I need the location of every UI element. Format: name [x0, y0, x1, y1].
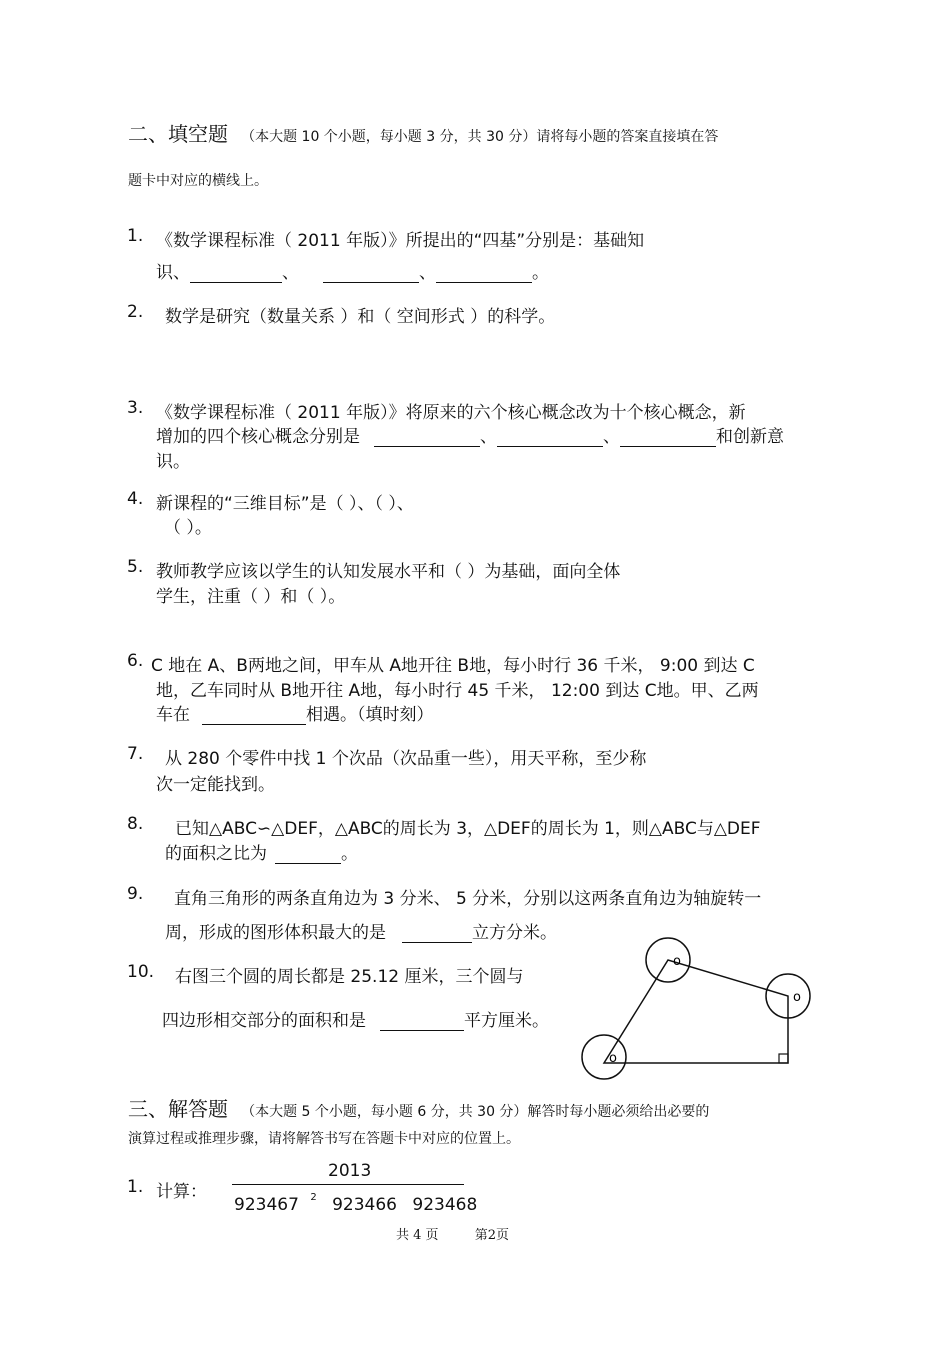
denom-term-2: 923466	[332, 1195, 397, 1215]
q5-number: 5.	[127, 557, 144, 577]
section3-note: （本大题 5 个小题，每小题 6 分，共 30 分）解答时每小题必须给出必要的	[241, 1104, 710, 1120]
footer-total-pages: 共 4 页	[396, 1228, 439, 1243]
q2-text: 数学是研究（数量关系 ）和（ 空间形式 ）的科学。	[165, 307, 556, 327]
q6-number: 6.	[127, 651, 144, 671]
center-label-bottom: o	[609, 1051, 617, 1066]
calc-number: 1.	[127, 1177, 144, 1197]
q8-line2: 的面积之比为 。	[165, 844, 358, 864]
q9-line1: 直角三角形的两条直角边为 3 分米、 5 分米，分别以这两条直角边为轴旋转一	[174, 889, 762, 909]
quadrilateral	[604, 960, 788, 1063]
denom-term-3: 923468	[412, 1195, 478, 1215]
q10-line1: 右图三个圆的周长都是 25.12 厘米，三个圆与	[175, 967, 524, 987]
section3-note-cont: 演算过程或推理步骤，请将解答书写在答题卡中对应的位置上。	[128, 1131, 520, 1147]
q3-blank-2[interactable]	[497, 428, 603, 447]
q5-line1: 教师教学应该以学生的认知发展水平和（ ）为基础，面向全体	[156, 562, 621, 582]
q10-blank[interactable]	[380, 1012, 464, 1031]
q10-number: 10.	[127, 962, 155, 982]
fraction-bar	[232, 1184, 464, 1185]
q9-line2: 周，形成的图形体积最大的是 立方分米。	[165, 923, 557, 943]
q8-blank[interactable]	[275, 845, 341, 864]
q6-line2: 地，乙车同时从 B地开往 A地，每小时行 45 千米， 12:00 到达 C地。甲、乙两	[156, 681, 759, 701]
q1-blank-2[interactable]	[323, 264, 419, 283]
q1-blank-3[interactable]	[436, 264, 532, 283]
q6-line3: 车在 相遇。（填时刻）	[156, 705, 434, 725]
q6-blank[interactable]	[202, 706, 306, 725]
q6-line1: C 地在 A、B两地之间，甲车从 A地开往 B地，每小时行 36 千米， 9:00 到达 C	[151, 656, 755, 676]
center-label-right: o	[793, 990, 801, 1005]
section2-note-cont: 题卡中对应的横线上。	[128, 173, 268, 189]
q3-blank-1[interactable]	[374, 428, 480, 447]
q4-line1: 新课程的“三维目标”是（ ）、（ ）、	[156, 494, 414, 514]
q1-blank-1[interactable]	[190, 264, 282, 283]
section2-header	[128, 118, 718, 147]
q1-line1: 《数学课程标准（ 2011 年版）》所提出的“四基”分别是：基础知	[156, 231, 645, 251]
q8-line1: 已知△ABC∽△DEF，△ABC的周长为 3，△DEF的周长为 1，则△ABC与△DEF	[175, 819, 761, 839]
section2-note: （本大题 10 个小题，每小题 3 分，共 30 分）请将每小题的答案直接填在答	[241, 129, 719, 145]
q3-number: 3.	[127, 398, 144, 418]
q1-number: 1.	[127, 226, 144, 246]
q4-line2: （ ）。	[164, 518, 212, 538]
q10-line2: 四边形相交部分的面积和是 平方厘米。	[162, 1011, 549, 1031]
center-label-top: o	[673, 954, 681, 969]
footer-page-number: 第2页	[474, 1228, 509, 1243]
calc-numerator: 2013	[328, 1161, 372, 1181]
footer	[396, 1224, 509, 1243]
denom-exponent: 2	[310, 1192, 317, 1203]
q4-number: 4.	[127, 489, 144, 509]
right-angle-mark	[779, 1054, 788, 1063]
q7-line2: 次一定能找到。	[156, 775, 275, 795]
q7-number: 7.	[127, 744, 144, 764]
q8-number: 8.	[127, 814, 144, 834]
q10-figure	[576, 926, 816, 1086]
q3-blank-3[interactable]	[620, 428, 716, 447]
q3-line3: 识。	[156, 452, 190, 472]
section3-heading: 三、解答题	[128, 1097, 228, 1121]
q9-number: 9.	[127, 884, 144, 904]
q1-line2: 识、 、 、 。	[156, 263, 549, 283]
denom-term-1: 923467	[234, 1195, 299, 1215]
q3-line1: 《数学课程标准（ 2011 年版）》将原来的六个核心概念改为十个核心概念，新	[156, 403, 746, 423]
q5-line2: 学生，注重（ ）和（ ）。	[156, 587, 346, 607]
q9-blank[interactable]	[402, 924, 472, 943]
section2-heading: 二、填空题	[128, 122, 228, 146]
circle-bottom-left	[582, 1035, 626, 1079]
section3-header	[128, 1093, 709, 1122]
q2-number: 2.	[127, 302, 144, 322]
q7-line1: 从 280 个零件中找 1 个次品（次品重一些），用天平称，至少称	[165, 749, 647, 769]
q3-line2: 增加的四个核心概念分别是 、 、 和创新意	[156, 427, 784, 447]
calc-denominator	[234, 1192, 478, 1215]
calc-label: 计算：	[156, 1182, 207, 1202]
